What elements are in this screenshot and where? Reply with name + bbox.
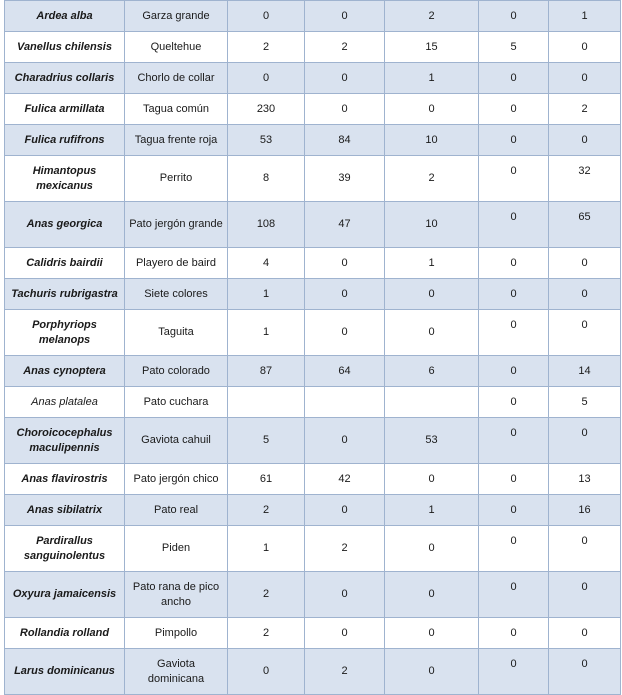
count-cell: 0 (479, 387, 549, 418)
count-cell: 1 (228, 279, 305, 310)
count-cell: 0 (305, 94, 385, 125)
common-name-cell: Taguita (125, 310, 228, 356)
common-name-cell: Piden (125, 526, 228, 572)
count-cell: 0 (305, 418, 385, 464)
count-cell: 0 (479, 495, 549, 526)
species-cell: Himantopus mexicanus (5, 156, 125, 202)
count-cell: 0 (385, 94, 479, 125)
table-row (5, 649, 621, 695)
table-row (5, 94, 621, 125)
species-cell: Vanellus chilensis (5, 32, 125, 63)
common-name-cell: Pato real (125, 495, 228, 526)
table-row (5, 32, 621, 63)
count-cell: 0 (549, 279, 621, 310)
count-cell: 14 (549, 356, 621, 387)
count-cell: 0 (479, 310, 549, 356)
count-cell: 4 (228, 248, 305, 279)
count-cell: 1 (228, 526, 305, 572)
count-cell: 1 (549, 1, 621, 32)
count-cell: 15 (385, 32, 479, 63)
table-row (5, 310, 621, 356)
count-cell: 0 (479, 649, 549, 695)
common-name-cell: Perrito (125, 156, 228, 202)
species-cell: Anas platalea (5, 387, 125, 418)
count-cell: 5 (479, 32, 549, 63)
count-cell: 2 (385, 156, 479, 202)
count-cell: 0 (385, 526, 479, 572)
count-cell: 10 (385, 202, 479, 248)
count-cell: 0 (305, 310, 385, 356)
table-row (5, 356, 621, 387)
count-cell: 0 (479, 248, 549, 279)
count-cell: 0 (549, 572, 621, 618)
count-cell: 65 (549, 202, 621, 248)
count-cell: 0 (385, 310, 479, 356)
species-cell: Anas georgica (5, 202, 125, 248)
common-name-cell: Garza grande (125, 1, 228, 32)
count-cell: 0 (305, 495, 385, 526)
species-cell: Ardea alba (5, 1, 125, 32)
species-cell: Pardirallus sanguinolentus (5, 526, 125, 572)
species-cell: Anas flavirostris (5, 464, 125, 495)
table-row (5, 156, 621, 202)
count-cell: 0 (385, 279, 479, 310)
count-cell: 0 (479, 464, 549, 495)
count-cell: 47 (305, 202, 385, 248)
count-cell: 0 (305, 572, 385, 618)
count-cell: 0 (549, 649, 621, 695)
count-cell: 0 (479, 279, 549, 310)
common-name-cell: Pato colorado (125, 356, 228, 387)
count-cell: 32 (549, 156, 621, 202)
count-cell: 0 (549, 32, 621, 63)
table-row (5, 418, 621, 464)
count-cell: 0 (479, 156, 549, 202)
common-name-cell: Gaviota dominicana (125, 649, 228, 695)
count-cell (305, 387, 385, 418)
count-cell: 42 (305, 464, 385, 495)
count-cell: 0 (549, 418, 621, 464)
common-name-cell: Playero de baird (125, 248, 228, 279)
table-row (5, 1, 621, 32)
count-cell: 64 (305, 356, 385, 387)
count-cell: 84 (305, 125, 385, 156)
table-row (5, 526, 621, 572)
common-name-cell: Pato jergón chico (125, 464, 228, 495)
species-cell: Oxyura jamaicensis (5, 572, 125, 618)
count-cell: 13 (549, 464, 621, 495)
count-cell: 0 (228, 1, 305, 32)
count-cell: 0 (305, 618, 385, 649)
count-cell: 0 (479, 618, 549, 649)
count-cell: 2 (228, 618, 305, 649)
count-cell: 0 (385, 618, 479, 649)
count-cell: 0 (385, 649, 479, 695)
count-cell: 1 (385, 63, 479, 94)
common-name-cell: Pato jergón grande (125, 202, 228, 248)
count-cell: 0 (305, 63, 385, 94)
count-cell: 0 (305, 248, 385, 279)
table-row (5, 495, 621, 526)
count-cell: 53 (385, 418, 479, 464)
common-name-cell: Pimpollo (125, 618, 228, 649)
count-cell: 0 (479, 125, 549, 156)
count-cell: 5 (228, 418, 305, 464)
count-cell: 0 (479, 356, 549, 387)
table-row (5, 63, 621, 94)
species-cell: Fulica rufifrons (5, 125, 125, 156)
count-cell: 1 (385, 248, 479, 279)
count-cell: 16 (549, 495, 621, 526)
species-cell: Charadrius collaris (5, 63, 125, 94)
table-row (5, 248, 621, 279)
common-name-cell: Pato rana de pico ancho (125, 572, 228, 618)
common-name-cell: Tagua común (125, 94, 228, 125)
count-cell (385, 387, 479, 418)
species-cell: Choroicocephalus maculipennis (5, 418, 125, 464)
common-name-cell: Chorlo de collar (125, 63, 228, 94)
common-name-cell: Gaviota cahuil (125, 418, 228, 464)
count-cell: 0 (305, 279, 385, 310)
table-row (5, 572, 621, 618)
count-cell: 2 (549, 94, 621, 125)
count-cell: 53 (228, 125, 305, 156)
count-cell: 2 (228, 32, 305, 63)
count-cell: 10 (385, 125, 479, 156)
table-row (5, 202, 621, 248)
count-cell: 0 (479, 1, 549, 32)
species-count-table (4, 0, 621, 695)
species-cell: Fulica armillata (5, 94, 125, 125)
species-cell: Anas cynoptera (5, 356, 125, 387)
species-cell: Calidris bairdii (5, 248, 125, 279)
table-row (5, 387, 621, 418)
count-cell: 0 (549, 526, 621, 572)
table-body (5, 1, 621, 695)
common-name-cell: Queltehue (125, 32, 228, 63)
count-cell: 0 (479, 202, 549, 248)
table-row (5, 125, 621, 156)
count-cell: 6 (385, 356, 479, 387)
count-cell: 2 (228, 495, 305, 526)
count-cell: 0 (385, 572, 479, 618)
count-cell: 0 (228, 63, 305, 94)
count-cell: 0 (479, 418, 549, 464)
count-cell: 5 (549, 387, 621, 418)
count-cell: 39 (305, 156, 385, 202)
table-row (5, 618, 621, 649)
table-row (5, 464, 621, 495)
count-cell: 108 (228, 202, 305, 248)
count-cell: 0 (549, 618, 621, 649)
count-cell: 2 (228, 572, 305, 618)
table-row (5, 279, 621, 310)
species-cell: Anas sibilatrix (5, 495, 125, 526)
count-cell: 0 (549, 125, 621, 156)
common-name-cell: Pato cuchara (125, 387, 228, 418)
count-cell: 230 (228, 94, 305, 125)
count-cell: 2 (305, 649, 385, 695)
count-cell (228, 387, 305, 418)
count-cell: 1 (385, 495, 479, 526)
count-cell: 1 (228, 310, 305, 356)
common-name-cell: Siete colores (125, 279, 228, 310)
count-cell: 2 (305, 32, 385, 63)
count-cell: 0 (305, 1, 385, 32)
count-cell: 61 (228, 464, 305, 495)
count-cell: 0 (479, 63, 549, 94)
species-cell: Larus dominicanus (5, 649, 125, 695)
count-cell: 0 (479, 526, 549, 572)
count-cell: 0 (549, 248, 621, 279)
species-cell: Tachuris rubrigastra (5, 279, 125, 310)
count-cell: 0 (549, 63, 621, 94)
species-cell: Rollandia rolland (5, 618, 125, 649)
count-cell: 2 (305, 526, 385, 572)
count-cell: 0 (228, 649, 305, 695)
count-cell: 87 (228, 356, 305, 387)
common-name-cell: Tagua frente roja (125, 125, 228, 156)
count-cell: 2 (385, 1, 479, 32)
count-cell: 0 (549, 310, 621, 356)
count-cell: 0 (479, 572, 549, 618)
count-cell: 0 (385, 464, 479, 495)
count-cell: 0 (479, 94, 549, 125)
count-cell: 8 (228, 156, 305, 202)
species-cell: Porphyriops melanops (5, 310, 125, 356)
